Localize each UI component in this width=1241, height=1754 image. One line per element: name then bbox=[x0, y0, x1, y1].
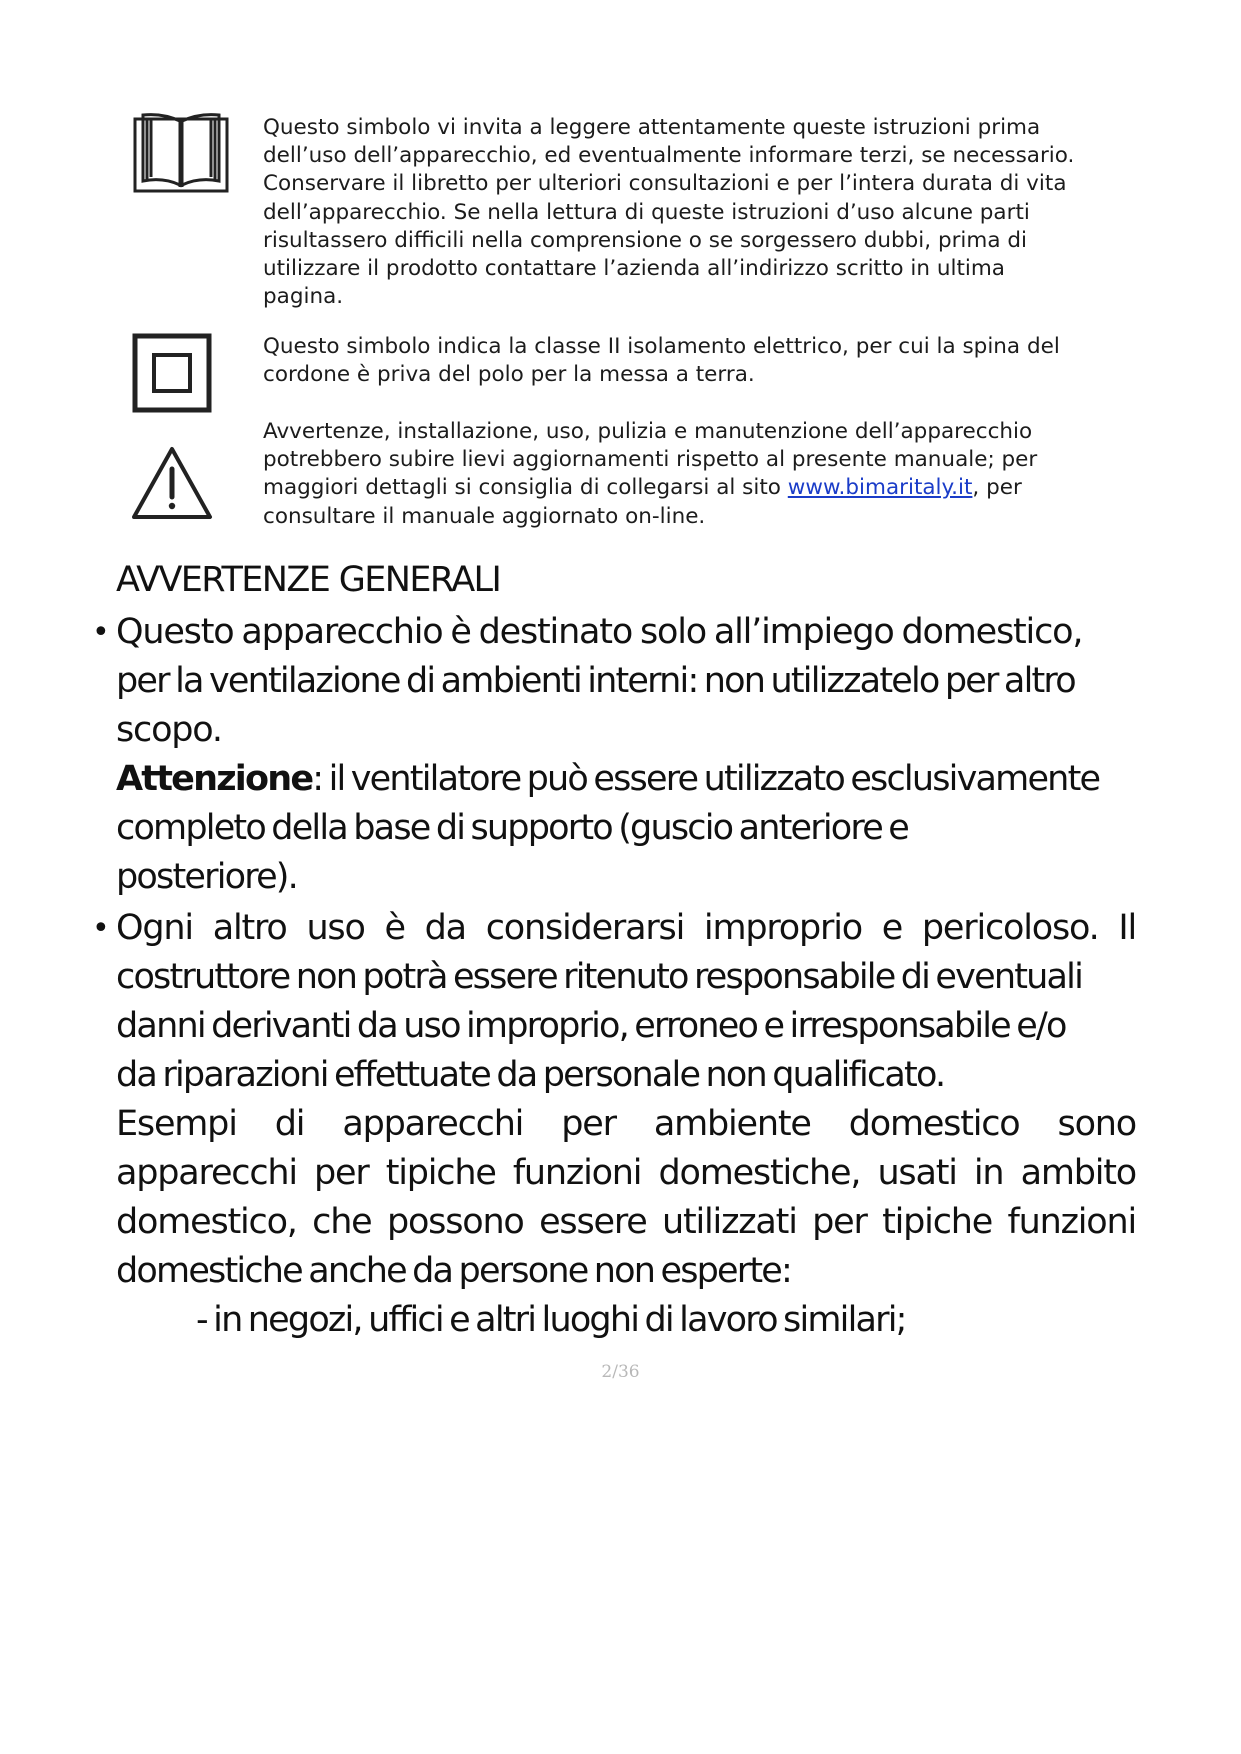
paragraph-line: domestiche anche da persone non esperte: bbox=[116, 1251, 792, 1291]
section-title: AVVERTENZE GENERALI bbox=[116, 560, 501, 600]
notice-line: Questo simbolo vi invita a leggere attentamente queste istruzioni prima bbox=[263, 115, 1041, 140]
notice-text: maggiori dettagli si consiglia di collegarsi al sito bbox=[263, 475, 788, 501]
notice-line: utilizzare il prodotto contattare l’azienda all’indirizzo scritto in ultima bbox=[263, 256, 1005, 282]
paragraph-line: posteriore). bbox=[116, 857, 297, 897]
warning-triangle-icon bbox=[130, 445, 214, 521]
paragraph-line: apparecchi per tipiche funzioni domestiche, usati in ambito bbox=[116, 1153, 1136, 1193]
attention-label: Attenzione bbox=[116, 759, 313, 799]
notice-line: Conservare il libretto per ulteriori consultazioni e per l’intera durata di vita bbox=[263, 171, 1067, 197]
notice-line bbox=[263, 474, 1123, 502]
notice-line: consultare il manuale aggiornato on-line. bbox=[263, 503, 706, 529]
attention-text: : il ventilatore può essere utilizzato esclusivamente bbox=[312, 759, 1100, 799]
notice-line: potrebbero subire lievi aggiornamenti rispetto al presente manuale; per bbox=[263, 447, 1038, 473]
bullet-point: • bbox=[92, 615, 110, 650]
notice-line: pagina. bbox=[263, 284, 344, 310]
paragraph-line: per la ventilazione di ambienti interni: non utilizzatelo per altro bbox=[116, 661, 1075, 701]
notice-updates bbox=[263, 418, 1123, 531]
bullet-point: • bbox=[92, 911, 110, 946]
paragraph-line: scopo. bbox=[116, 710, 222, 750]
notice-line: risultassero difficili nella comprensione o se sorgessero dubbi, prima di bbox=[263, 227, 1027, 253]
paragraph-line: Ogni altro uso è da considerarsi improprio e pericoloso. Il bbox=[116, 908, 1136, 948]
page-number: 2/36 bbox=[601, 1362, 640, 1382]
paragraph-domestic-use bbox=[116, 608, 1136, 755]
paragraph-line: Esempi di apparecchi per ambiente domestico sono bbox=[116, 1104, 1136, 1144]
notice-line: dell’apparecchio. Se nella lettura di queste istruzioni d’uso alcune parti bbox=[263, 199, 1030, 225]
double-square-icon bbox=[132, 333, 212, 413]
list-item: - in negozi, uffici e altri luoghi di lavoro similari; bbox=[196, 1300, 906, 1340]
notice-line: Questo simbolo indica la classe II isolamento elettrico, per cui la spina del bbox=[263, 334, 1060, 359]
paragraph-improper-use bbox=[116, 904, 1136, 1100]
notice-line: dell’uso dell’apparecchio, ed eventualmente informare terzi, se necessario. bbox=[263, 143, 1075, 169]
attention-paragraph bbox=[116, 755, 1136, 902]
notice-read-instructions bbox=[263, 114, 1123, 311]
notice-line: cordone è priva del polo per la messa a terra. bbox=[263, 362, 755, 388]
paragraph-line: da riparazioni effettuate da personale non qualificato. bbox=[116, 1055, 945, 1095]
notice-class-ii bbox=[263, 333, 1123, 389]
paragraph-line: Questo apparecchio è destinato solo all’impiego domestico, bbox=[116, 612, 1083, 652]
paragraph-line: danni derivanti da uso improprio, erroneo e irresponsabile e/o bbox=[116, 1006, 1066, 1046]
paragraph-line: domestico, che possono essere utilizzati per tipiche funzioni bbox=[116, 1202, 1136, 1242]
notice-text: , per bbox=[972, 475, 1022, 501]
paragraph-line: costruttore non potrà essere ritenuto responsabile di eventuali bbox=[116, 957, 1082, 997]
paragraph-examples bbox=[116, 1100, 1136, 1296]
paragraph-line: completo della base di supporto (guscio anteriore e bbox=[116, 808, 909, 848]
paragraph-line bbox=[116, 755, 1136, 804]
website-link[interactable]: www.bimaritaly.it bbox=[787, 475, 973, 501]
notice-line: Avvertenze, installazione, uso, pulizia e manutenzione dell’apparecchio bbox=[263, 419, 1033, 444]
book-icon bbox=[133, 111, 229, 195]
